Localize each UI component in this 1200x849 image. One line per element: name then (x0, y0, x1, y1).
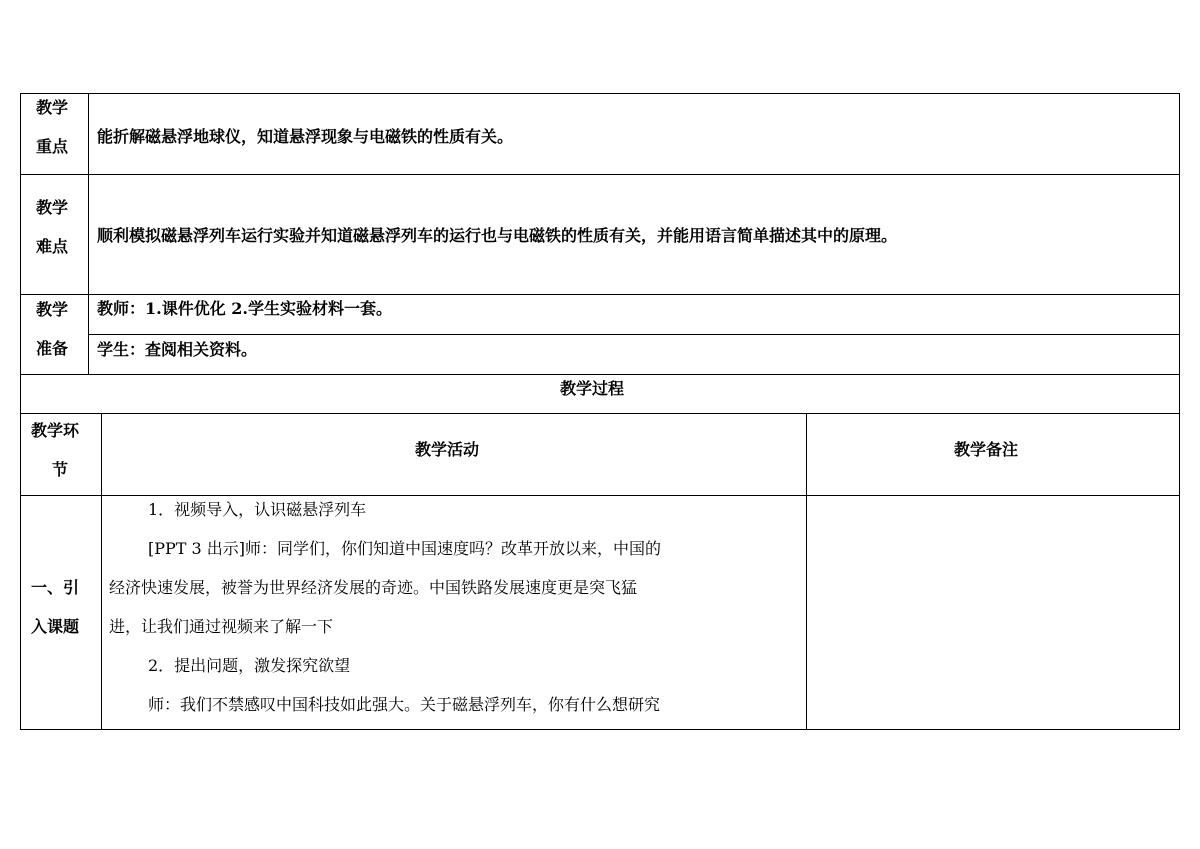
rule-right (1179, 93, 1180, 730)
stage1-line: 师：我们不禁感叹中国科技如此强大。关于磁悬浮列车，你有什么想研究 (148, 695, 661, 714)
header-activity: 教学活动 (415, 440, 480, 459)
difficulty-label-line1: 教学 (36, 198, 69, 217)
stage1-line: [PPT 3 出示]师：同学们，你们知道中国速度吗？改革开放以来，中国的 (148, 539, 662, 558)
rule-top (20, 93, 1180, 94)
rule-label-column (88, 93, 89, 374)
stage1-label-line1: 一、引 (31, 578, 80, 597)
stage1-label-line2: 入课题 (31, 617, 80, 636)
difficulty-label-line2: 难点 (36, 237, 69, 256)
rule-focus-bottom (20, 174, 1180, 175)
rule-process-title-bottom (20, 413, 1180, 414)
difficulty-content: 顺利模拟磁悬浮列车运行实验并知道磁悬浮列车的运行也与电磁铁的性质有关，并能用语言简单描述其中的原理。 (97, 226, 898, 245)
stage1-line: 进，让我们通过视频来了解一下 (109, 617, 334, 636)
stage1-line: 1．视频导入，认识磁悬浮列车 (148, 500, 367, 519)
header-stage-line1: 教学环 (31, 421, 80, 440)
prep-label-line1: 教学 (36, 300, 69, 319)
prep-teacher: 教师：1.课件优化 2.学生实验材料一套。 (97, 299, 392, 318)
rule-bottom (20, 729, 1180, 730)
rule-difficulty-bottom (20, 294, 1180, 295)
rule-prep-bottom (20, 374, 1180, 375)
rule-header-bottom (20, 495, 1180, 496)
focus-label-line2: 重点 (36, 137, 69, 156)
stage1-line: 经济快速发展，被誉为世界经济发展的奇迹。中国铁路发展速度更是突飞猛 (109, 578, 638, 597)
process-title: 教学过程 (560, 379, 625, 398)
rule-notes-column (806, 413, 807, 729)
focus-label-line1: 教学 (36, 98, 69, 117)
stage1-line: 2．提出问题，激发探究欲望 (148, 656, 351, 675)
header-stage-line2: 节 (52, 460, 69, 479)
focus-content: 能折解磁悬浮地球仪，知道悬浮现象与电磁铁的性质有关。 (97, 127, 514, 146)
prep-student: 学生：查阅相关资料。 (97, 340, 258, 359)
prep-label-line2: 准备 (36, 339, 69, 358)
rule-prep-middle (88, 334, 1180, 335)
rule-left (20, 93, 21, 730)
header-notes: 教学备注 (954, 440, 1019, 459)
rule-stage-column (101, 413, 102, 729)
